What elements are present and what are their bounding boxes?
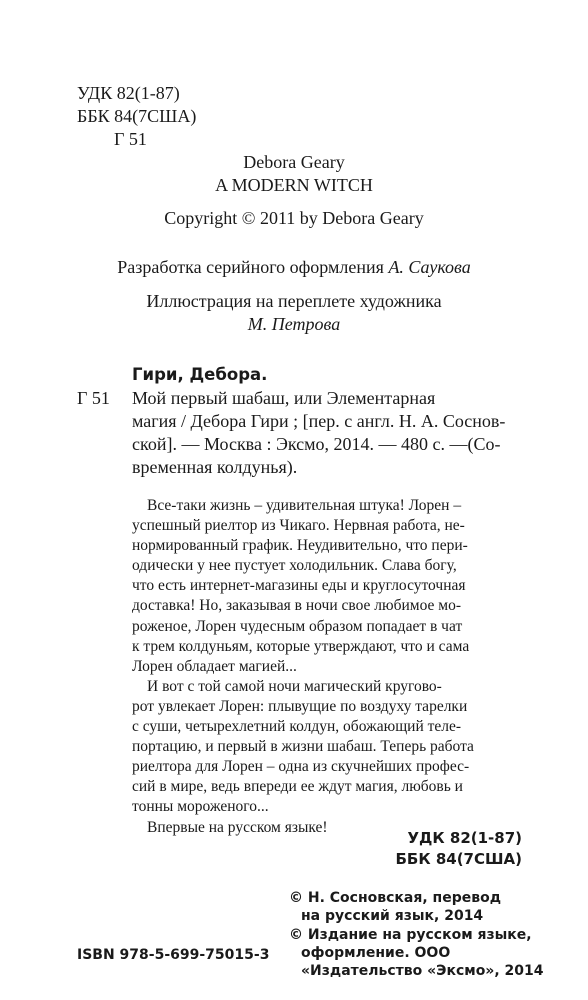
author-mark: Г 51 xyxy=(114,129,147,149)
record-line: временная колдунья). xyxy=(132,457,298,477)
bottom-bbk-code: ББК 84(7США) xyxy=(395,850,522,868)
annotation-line: рот увлекает Лорен: плывущие по воздуху тарелки xyxy=(132,697,468,715)
annotation-line: Лорен обладает магией... xyxy=(132,657,297,675)
annotation-line: успешный риелтор из Чикаго. Нервная работа, не- xyxy=(132,517,465,535)
series-design-credit xyxy=(0,257,588,277)
rights-line: «Издательство «Эксмо», 2014 xyxy=(301,963,544,980)
record-author-mark: Г 51 xyxy=(77,388,110,408)
bottom-udk-code: УДК 82(1-87) xyxy=(407,829,522,847)
record-line: магия / Дебора Гири ; [пер. с англ. Н. А. Соснов- xyxy=(132,411,506,431)
annotation xyxy=(132,496,474,838)
annotation-line: нормированный график. Неудивительно, что пери- xyxy=(132,537,468,555)
annotation-line: доставка! Но, заказывая в ночи свое любимое мо- xyxy=(132,597,461,615)
udk-code: УДК 82(1-87) xyxy=(77,83,180,103)
series-design-label: Разработка серийного оформления xyxy=(117,257,384,277)
copyright-line: Copyright © 2011 by Debora Geary xyxy=(164,208,424,228)
annotation-line: портацию, и первый в жизни шабаш. Теперь работа xyxy=(132,738,474,756)
annotation-line: сий в мире, ведь впереди ее ждут магия, любовь и xyxy=(132,778,463,796)
record-author-heading: Гири, Дебора. xyxy=(132,365,268,384)
rights-block xyxy=(289,889,544,980)
annotation-line: риелтора для Лорен – одна из скучнейших профес- xyxy=(132,758,470,776)
annotation-line: Все-таки жизнь – удивительная штука! Лорен – xyxy=(147,497,462,514)
annotation-line: И вот с той самой ночи магический кругово- xyxy=(147,677,442,695)
original-author: Debora Geary xyxy=(243,152,345,172)
annotation-line: что есть интернет-магазины еды и круглосуточная xyxy=(132,577,466,595)
bbk-code: ББК 84(7США) xyxy=(77,106,197,126)
rights-line: на русский язык, 2014 xyxy=(301,908,484,925)
rights-line: © Издание на русском языке, xyxy=(289,926,532,943)
isbn: ISBN 978-5-699-75015-3 xyxy=(77,947,270,963)
illustration-credit: Иллюстрация на переплете художника xyxy=(146,291,442,311)
annotation-line: тонны мороженого... xyxy=(132,798,269,816)
annotation-line: одически у нее пустует холодильник. Слава богу, xyxy=(132,557,457,575)
rights-line: оформление. ООО xyxy=(301,944,451,961)
annotation-line: Впервые на русском языке! xyxy=(147,818,328,836)
record-line: ской]. — Москва : Эксмо, 2014. — 480 с. —(Со- xyxy=(132,434,501,454)
annotation-line: роженое, Лорен чудесным образом попадает в чат xyxy=(132,617,463,635)
record-line: Мой первый шабаш, или Элементарная xyxy=(132,388,436,408)
annotation-line: к трем колдуньям, которые утверждают, что и сама xyxy=(132,637,470,655)
illustrator-name: М. Петрова xyxy=(247,314,341,334)
annotation-line: с суши, четырехлетний колдун, обожающий теле- xyxy=(132,718,462,736)
original-title: A MODERN WITCH xyxy=(215,175,373,195)
series-designer-name: А. Саукова xyxy=(388,257,471,277)
rights-line: © Н. Сосновская, перевод xyxy=(289,890,502,906)
